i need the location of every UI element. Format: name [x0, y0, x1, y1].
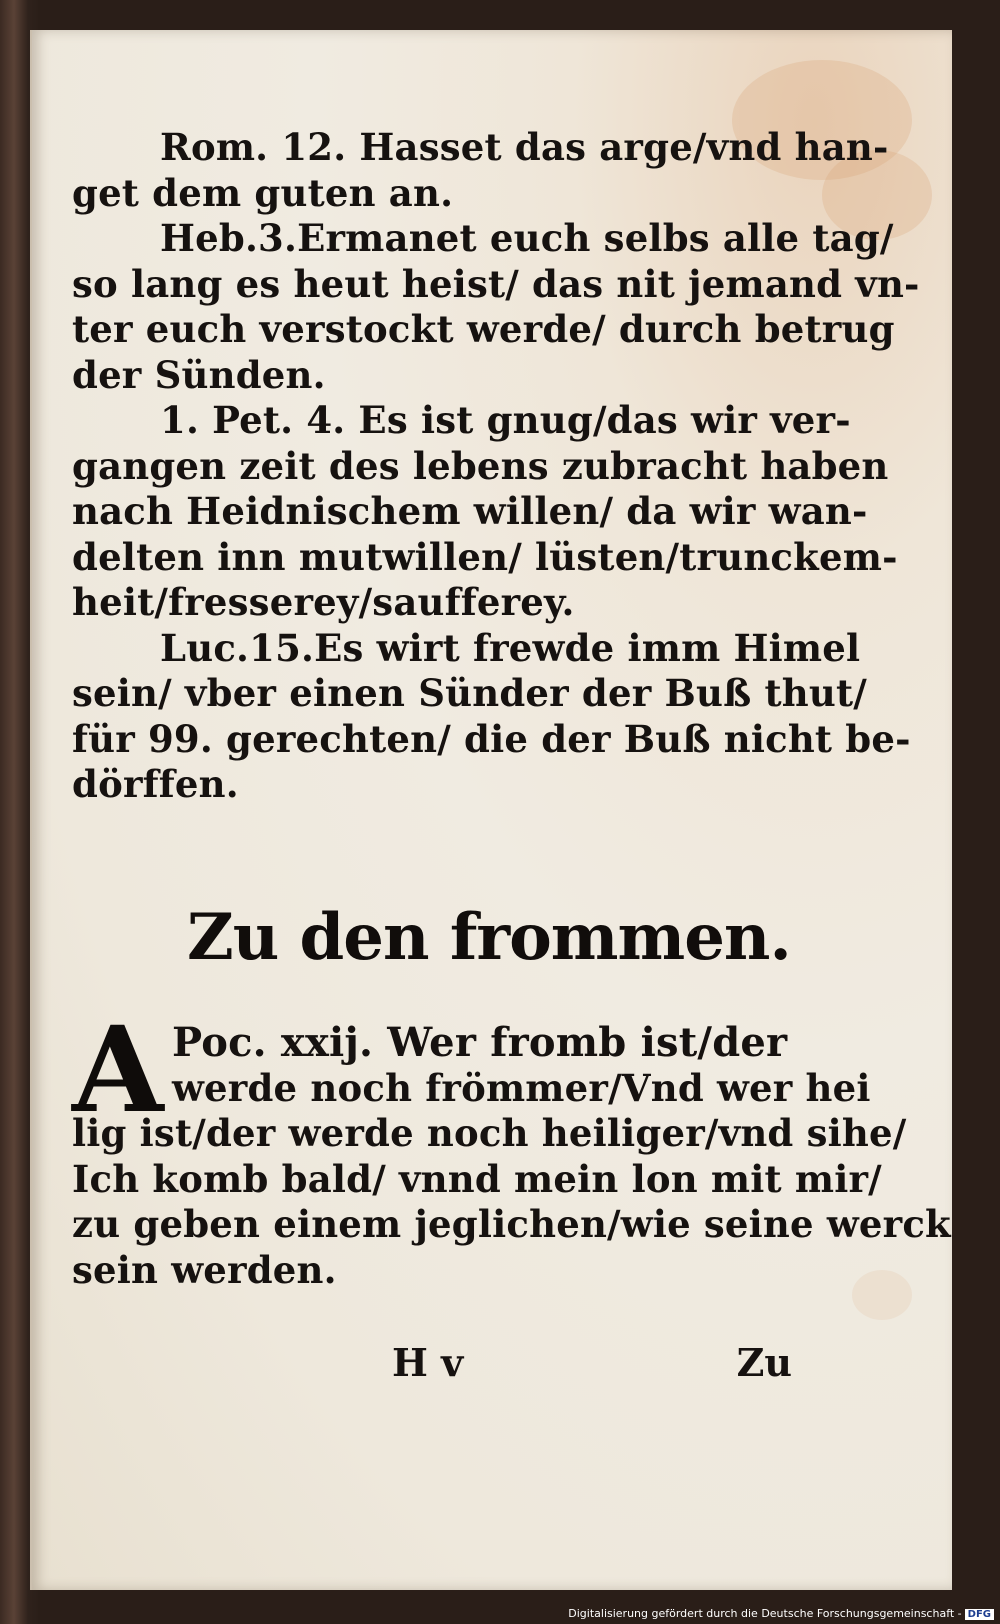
text-line: zu geben einem jeglichen/wie seine werck — [72, 1202, 951, 1246]
signature-mark: H v — [392, 1340, 464, 1385]
text-line: dörffen. — [72, 762, 239, 806]
text-line: Ich komb bald/ vnnd mein lon mit mir/ — [72, 1156, 882, 1201]
text-line: ter euch verstockt werde/ durch betrug — [72, 307, 895, 351]
text-line: sein werden. — [72, 1247, 337, 1292]
catchword: Zu — [736, 1340, 792, 1385]
text-line: heit/fresserey/saufferey. — [72, 580, 575, 624]
text-line: Heb.3.Ermanet euch selbs alle tag/ — [160, 216, 894, 260]
text-line: Poc. xxij. Wer fromb ist/der — [172, 1019, 788, 1066]
text-line: get dem guten an. — [72, 170, 454, 215]
dfg-logo: DFG — [965, 1609, 994, 1620]
section-heading: Zu den frommen. — [187, 900, 791, 975]
text-line: der Sünden. — [72, 352, 326, 397]
digitization-credit — [568, 1607, 994, 1620]
text-line: werde noch frömmer/Vnd wer hei — [172, 1065, 871, 1110]
main-text — [72, 125, 920, 808]
book-page — [30, 30, 952, 1590]
text-line: lig ist/der werde noch heiliger/vnd sihe/ — [72, 1111, 907, 1155]
text-line: Rom. 12. Hasset das arge/vnd han- — [160, 125, 889, 169]
text-line: so lang es heut heist/ das nit jemand vn- — [72, 261, 920, 306]
apocalypse-passage — [72, 1000, 951, 1293]
text-line: nach Heidnischem willen/ da wir wan- — [72, 489, 868, 533]
drop-initial: A — [72, 1000, 164, 1139]
text-line: Luc.15.Es wirt frewde imm Himel — [160, 625, 861, 670]
text-line: gangen zeit des lebens zubracht haben — [72, 443, 889, 488]
foxing-stain — [852, 1270, 912, 1320]
text-line: delten inn mutwillen/ lüsten/trunckem- — [72, 534, 898, 579]
text-line: für 99. gerechten/ die der Buß nicht be- — [72, 716, 911, 761]
text-line: 1. Pet. 4. Es ist gnug/das wir ver- — [160, 398, 851, 442]
text-line: sein/ vber einen Sünder der Buß thut/ — [72, 671, 867, 715]
credit-text: Digitalisierung gefördert durch die Deutsche Forschungsgemeinschaft - — [568, 1607, 962, 1620]
